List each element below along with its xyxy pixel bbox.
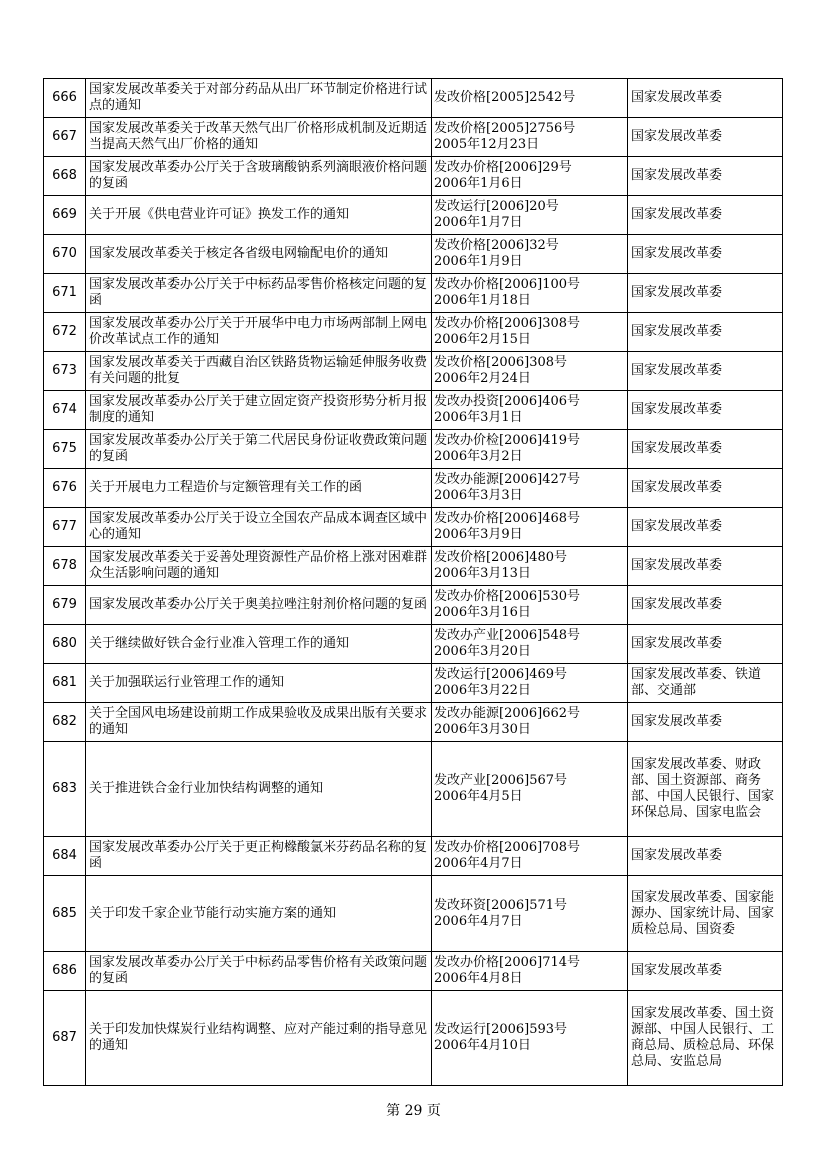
document-number: 发改办价格[2006]714号: [434, 955, 581, 970]
document-date: 2006年3月1日: [434, 410, 523, 425]
document-number: 发改办价检[2006]419号: [434, 433, 581, 448]
row-number: 681: [44, 664, 86, 703]
row-number: 670: [44, 235, 86, 274]
table-row: [44, 742, 783, 837]
document-title: 国家发展改革委办公厅关于第二代居民身份证收费政策问题的复函: [86, 430, 432, 469]
row-number: 683: [44, 742, 86, 837]
document-number: 发改办价格[2006]29号: [434, 160, 572, 175]
document-title: 关于加强联运行业管理工作的通知: [86, 664, 432, 703]
document-ref-cell: [432, 469, 628, 508]
document-date: 2006年3月30日: [434, 722, 531, 737]
row-number: 682: [44, 703, 86, 742]
document-date: 2006年3月16日: [434, 605, 531, 620]
document-date: 2006年4月10日: [434, 1038, 531, 1053]
row-number: 687: [44, 991, 86, 1086]
document-title: 关于推进铁合金行业加快结构调整的通知: [86, 742, 432, 837]
issuing-organization: 国家发展改革委: [628, 235, 783, 274]
document-title: 关于全国风电场建设前期工作成果验收及成果出版有关要求的通知: [86, 703, 432, 742]
document-date: 2005年12月23日: [434, 137, 540, 152]
row-number: 679: [44, 586, 86, 625]
document-title: 关于开展电力工程造价与定额管理有关工作的函: [86, 469, 432, 508]
document-title: 国家发展改革委关于对部分药品从出厂环节制定价格进行试点的通知: [86, 79, 432, 118]
document-ref-cell: [432, 837, 628, 876]
document-number: 发改价格[2006]32号: [434, 238, 559, 253]
issuing-organization: 国家发展改革委: [628, 508, 783, 547]
row-number: 678: [44, 547, 86, 586]
document-number: 发改环资[2006]571号: [434, 897, 568, 913]
document-number: 发改价格[2006]480号: [434, 550, 568, 565]
issuing-organization: 国家发展改革委: [628, 79, 783, 118]
row-number: 666: [44, 79, 86, 118]
row-number: 668: [44, 157, 86, 196]
document-ref-cell: [432, 274, 628, 313]
document-ref-cell: [432, 991, 628, 1086]
document-title: 关于印发千家企业节能行动实施方案的通知: [86, 876, 432, 952]
table-row: [44, 79, 783, 118]
document-ref-cell: [432, 508, 628, 547]
document-ref-cell: [432, 313, 628, 352]
issuing-organization: 国家发展改革委: [628, 313, 783, 352]
row-number: 675: [44, 430, 86, 469]
document-date: 2006年3月2日: [434, 449, 523, 464]
table-row: [44, 196, 783, 235]
issuing-organization: 国家发展改革委、国家能源办、国家统计局、国家质检总局、国资委: [628, 876, 783, 952]
document-ref-cell: [432, 742, 628, 837]
table-body: [44, 79, 783, 1086]
document-number: 发改办价格[2006]100号: [434, 277, 581, 292]
document-date: 2006年3月13日: [434, 566, 531, 581]
table-row: [44, 547, 783, 586]
document-title: 国家发展改革委关于西藏自治区铁路货物运输延伸服务收费有关问题的批复: [86, 352, 432, 391]
page-number: 第 29 页: [386, 1103, 441, 1119]
document-title: 国家发展改革委关于妥善处理资源性产品价格上涨对困难群众生活影响问题的通知: [86, 547, 432, 586]
document-number: 发改办能源[2006]662号: [434, 706, 581, 721]
document-number: 发改办价格[2006]708号: [434, 840, 581, 855]
issuing-organization: 国家发展改革委: [628, 837, 783, 876]
document-ref-cell: [432, 79, 628, 118]
issuing-organization: 国家发展改革委: [628, 703, 783, 742]
document-ref-cell: [432, 118, 628, 157]
issuing-organization: 国家发展改革委、铁道部、交通部: [628, 664, 783, 703]
issuing-organization: 国家发展改革委: [628, 430, 783, 469]
row-number: 674: [44, 391, 86, 430]
document-ref-cell: [432, 547, 628, 586]
row-number: 672: [44, 313, 86, 352]
document-number: 发改办产业[2006]548号: [434, 628, 581, 643]
table-row: [44, 837, 783, 876]
document-table: [43, 78, 783, 1086]
document-date: 2006年3月20日: [434, 644, 531, 659]
row-number: 676: [44, 469, 86, 508]
table-row: [44, 430, 783, 469]
document-number: 发改办价格[2006]308号: [434, 316, 581, 331]
document-title: 关于继续做好铁合金行业准入管理工作的通知: [86, 625, 432, 664]
issuing-organization: 国家发展改革委、国土资源部、中国人民银行、工商总局、质检总局、环保总局、安监总局: [628, 991, 783, 1086]
table-row: [44, 118, 783, 157]
document-date: 2006年1月7日: [434, 215, 523, 230]
document-ref-cell: [432, 703, 628, 742]
table-row: [44, 876, 783, 952]
document-title: 关于印发加快煤炭行业结构调整、应对产能过剩的指导意见的通知: [86, 991, 432, 1086]
table-row: [44, 274, 783, 313]
row-number: 669: [44, 196, 86, 235]
document-number: 发改办投资[2006]406号: [434, 394, 581, 409]
document-date: 2006年3月3日: [434, 488, 523, 503]
row-number: 684: [44, 837, 86, 876]
document-title: 国家发展改革委办公厅关于建立固定资产投资形势分析月报制度的通知: [86, 391, 432, 430]
document-date: 2006年1月6日: [434, 176, 523, 191]
table-row: [44, 991, 783, 1086]
document-date: 2006年1月9日: [434, 254, 523, 269]
document-title: 国家发展改革委关于改革天然气出厂价格形成机制及近期适当提高天然气出厂价格的通知: [86, 118, 432, 157]
row-number: 680: [44, 625, 86, 664]
issuing-organization: 国家发展改革委: [628, 157, 783, 196]
document-title: 国家发展改革委办公厅关于中标药品零售价格有关政策问题的复函: [86, 952, 432, 991]
table-row: [44, 703, 783, 742]
document-ref-cell: [432, 586, 628, 625]
issuing-organization: 国家发展改革委: [628, 952, 783, 991]
document-date: 2006年4月7日: [434, 913, 523, 929]
document-title: 国家发展改革委办公厅关于设立全国农产品成本调查区域中心的通知: [86, 508, 432, 547]
document-date: 2006年3月22日: [434, 683, 531, 698]
document-title: 国家发展改革委办公厅关于含玻璃酸钠系列滴眼液价格问题的复函: [86, 157, 432, 196]
table-row: [44, 664, 783, 703]
issuing-organization: 国家发展改革委、财政部、国土资源部、商务部、中国人民银行、国家环保总局、国家电监会: [628, 742, 783, 837]
table-row: [44, 952, 783, 991]
document-number: 发改价格[2005]2756号: [434, 121, 576, 136]
document-number: 发改运行[2006]593号: [434, 1022, 568, 1037]
row-number: 677: [44, 508, 86, 547]
row-number: 685: [44, 876, 86, 952]
issuing-organization: 国家发展改革委: [628, 391, 783, 430]
issuing-organization: 国家发展改革委: [628, 586, 783, 625]
document-ref-cell: [432, 625, 628, 664]
document-date: 2006年3月9日: [434, 527, 523, 542]
document-ref-cell: [432, 430, 628, 469]
table-row: [44, 391, 783, 430]
document-title: 关于开展《供电营业许可证》换发工作的通知: [86, 196, 432, 235]
document-ref-cell: [432, 157, 628, 196]
document-date: 2006年1月18日: [434, 293, 531, 308]
document-number: 发改价格[2006]308号: [434, 355, 568, 370]
document-ref-cell: [432, 664, 628, 703]
document-number: 发改价格[2005]2542号: [434, 90, 576, 105]
document-number: 发改运行[2006]20号: [434, 199, 559, 214]
document-ref-cell: [432, 876, 628, 952]
document-ref-cell: [432, 196, 628, 235]
document-number: 发改办价格[2006]530号: [434, 589, 581, 604]
table-row: [44, 313, 783, 352]
table-row: [44, 625, 783, 664]
row-number: 686: [44, 952, 86, 991]
document-date: 2006年4月5日: [434, 789, 523, 804]
table-row: [44, 352, 783, 391]
document-ref-cell: [432, 952, 628, 991]
document-number: 发改办能源[2006]427号: [434, 472, 581, 487]
document-number: 发改运行[2006]469号: [434, 667, 568, 682]
document-title: 国家发展改革委办公厅关于开展华中电力市场两部制上网电价改革试点工作的通知: [86, 313, 432, 352]
table-row: [44, 586, 783, 625]
issuing-organization: 国家发展改革委: [628, 118, 783, 157]
document-date: 2006年4月7日: [434, 856, 523, 871]
issuing-organization: 国家发展改革委: [628, 469, 783, 508]
document-title: 国家发展改革委办公厅关于奥美拉唑注射剂价格问题的复函: [86, 586, 432, 625]
document-ref-cell: [432, 235, 628, 274]
document-title: 国家发展改革委关于核定各省级电网输配电价的通知: [86, 235, 432, 274]
row-number: 667: [44, 118, 86, 157]
issuing-organization: 国家发展改革委: [628, 547, 783, 586]
document-number: 发改办价格[2006]468号: [434, 511, 581, 526]
issuing-organization: 国家发展改革委: [628, 196, 783, 235]
issuing-organization: 国家发展改革委: [628, 352, 783, 391]
table-row: [44, 508, 783, 547]
table-row: [44, 469, 783, 508]
document-date: 2006年4月8日: [434, 971, 523, 986]
issuing-organization: 国家发展改革委: [628, 274, 783, 313]
document-title: 国家发展改革委办公厅关于中标药品零售价格核定问题的复函: [86, 274, 432, 313]
table-row: [44, 157, 783, 196]
row-number: 673: [44, 352, 86, 391]
issuing-organization: 国家发展改革委: [628, 625, 783, 664]
table-row: [44, 235, 783, 274]
document-number: 发改产业[2006]567号: [434, 773, 568, 788]
document-date: 2006年2月15日: [434, 332, 531, 347]
document-date: 2006年2月24日: [434, 371, 531, 386]
row-number: 671: [44, 274, 86, 313]
document-title: 国家发展改革委办公厅关于更正枸橼酸氯米芬药品名称的复函: [86, 837, 432, 876]
document-ref-cell: [432, 391, 628, 430]
document-ref-cell: [432, 352, 628, 391]
